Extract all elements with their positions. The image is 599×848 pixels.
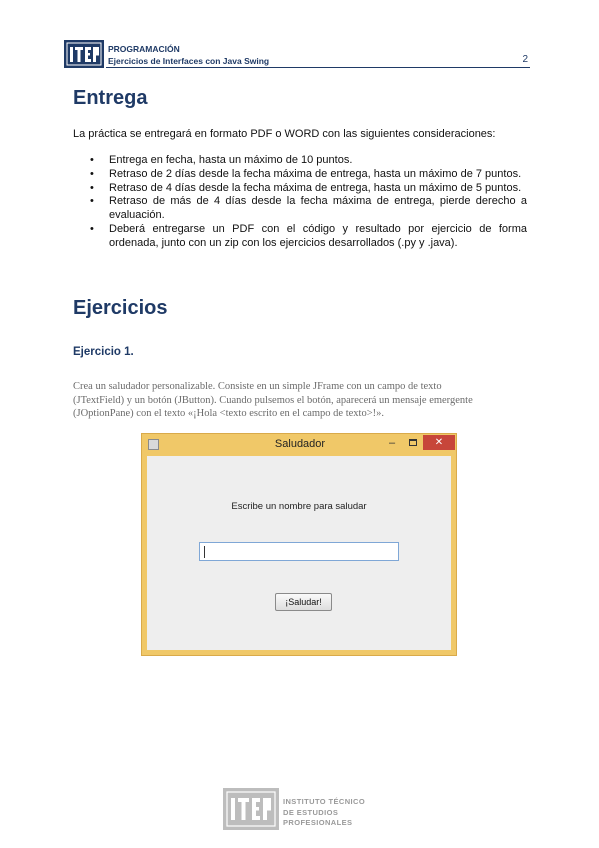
window-titlebar — [142, 434, 456, 455]
saludador-window-screenshot — [141, 433, 457, 656]
list-item-text: Entrega en fecha, hasta un máximo de 10 puntos. — [109, 154, 353, 166]
exercise-description-line: Crea un saludador personalizable. Consiste en un simple JFrame con un campo de texto — [73, 381, 442, 392]
section-heading-entrega: Entrega — [73, 87, 148, 109]
exercise-heading: Ejercicio 1. — [73, 346, 134, 358]
name-prompt-label: Escribe un nombre para saludar — [231, 501, 367, 512]
list-item — [90, 154, 527, 168]
header-course: PROGRAMACIÓN — [108, 44, 180, 54]
exercise-description-line: (JTextField) y un botón (JButton). Cuando pulsemos el botón, aparecerá un mensaje emergente — [73, 394, 473, 406]
section-heading-ejercicios: Ejercicios — [73, 297, 168, 319]
page-number: 2 — [522, 54, 528, 65]
bullet-icon: • — [90, 195, 94, 208]
bullet-icon: • — [90, 222, 94, 235]
header-divider — [106, 67, 530, 68]
itep-logo — [64, 40, 104, 68]
list-item-text: Retraso de 4 días desde la fecha máxima de entrega, hasta un máximo de 5 puntos. — [109, 181, 522, 194]
maximize-icon — [404, 437, 422, 451]
minimize-icon: – — [388, 437, 396, 449]
entrega-intro: La práctica se entregará en formato PDF o WORD con las siguientes consideraciones: — [73, 128, 496, 140]
header-subtitle: Ejercicios de Interfaces con Java Swing — [108, 56, 270, 66]
itep-footer-logo — [223, 788, 279, 830]
saludar-button: ¡Saludar! — [275, 593, 332, 611]
name-input — [199, 542, 399, 561]
list-item-text: Retraso de más de 4 días desde la fecha máxima de entrega, pierde derecho a evaluación. — [109, 195, 527, 222]
list-item — [90, 168, 527, 182]
exercise-description — [73, 380, 531, 421]
list-item-text: Deberá entregarse un PDF con el código y resultado por ejercicio de forma ordenada, junto con un zip con los ejercicios desarrollados (.py y .java). — [109, 222, 527, 249]
footer-institution — [283, 797, 365, 829]
window-title: Saludador — [274, 438, 326, 450]
exercise-description-line: (JOptionPane) con el texto «¡Hola <texto escrito en el campo de texto>!». — [73, 408, 385, 419]
footer-line: DE ESTUDIOS — [283, 807, 339, 817]
list-item — [90, 195, 527, 223]
bullet-icon: • — [90, 154, 94, 166]
list-item — [90, 223, 527, 251]
footer-line: PROFESIONALES — [283, 818, 353, 827]
text-caret — [204, 546, 205, 558]
entrega-list — [90, 154, 527, 251]
footer-line: INSTITUTO TÉCNICO — [283, 797, 366, 806]
list-item-text: Retraso de 2 días desde la fecha máxima de entrega, hasta un máximo de 7 puntos. — [109, 167, 522, 180]
bullet-icon: • — [90, 167, 94, 180]
window-content — [147, 456, 451, 650]
bullet-icon: • — [90, 181, 94, 194]
list-item — [90, 182, 527, 196]
close-icon: ✕ — [423, 435, 455, 450]
